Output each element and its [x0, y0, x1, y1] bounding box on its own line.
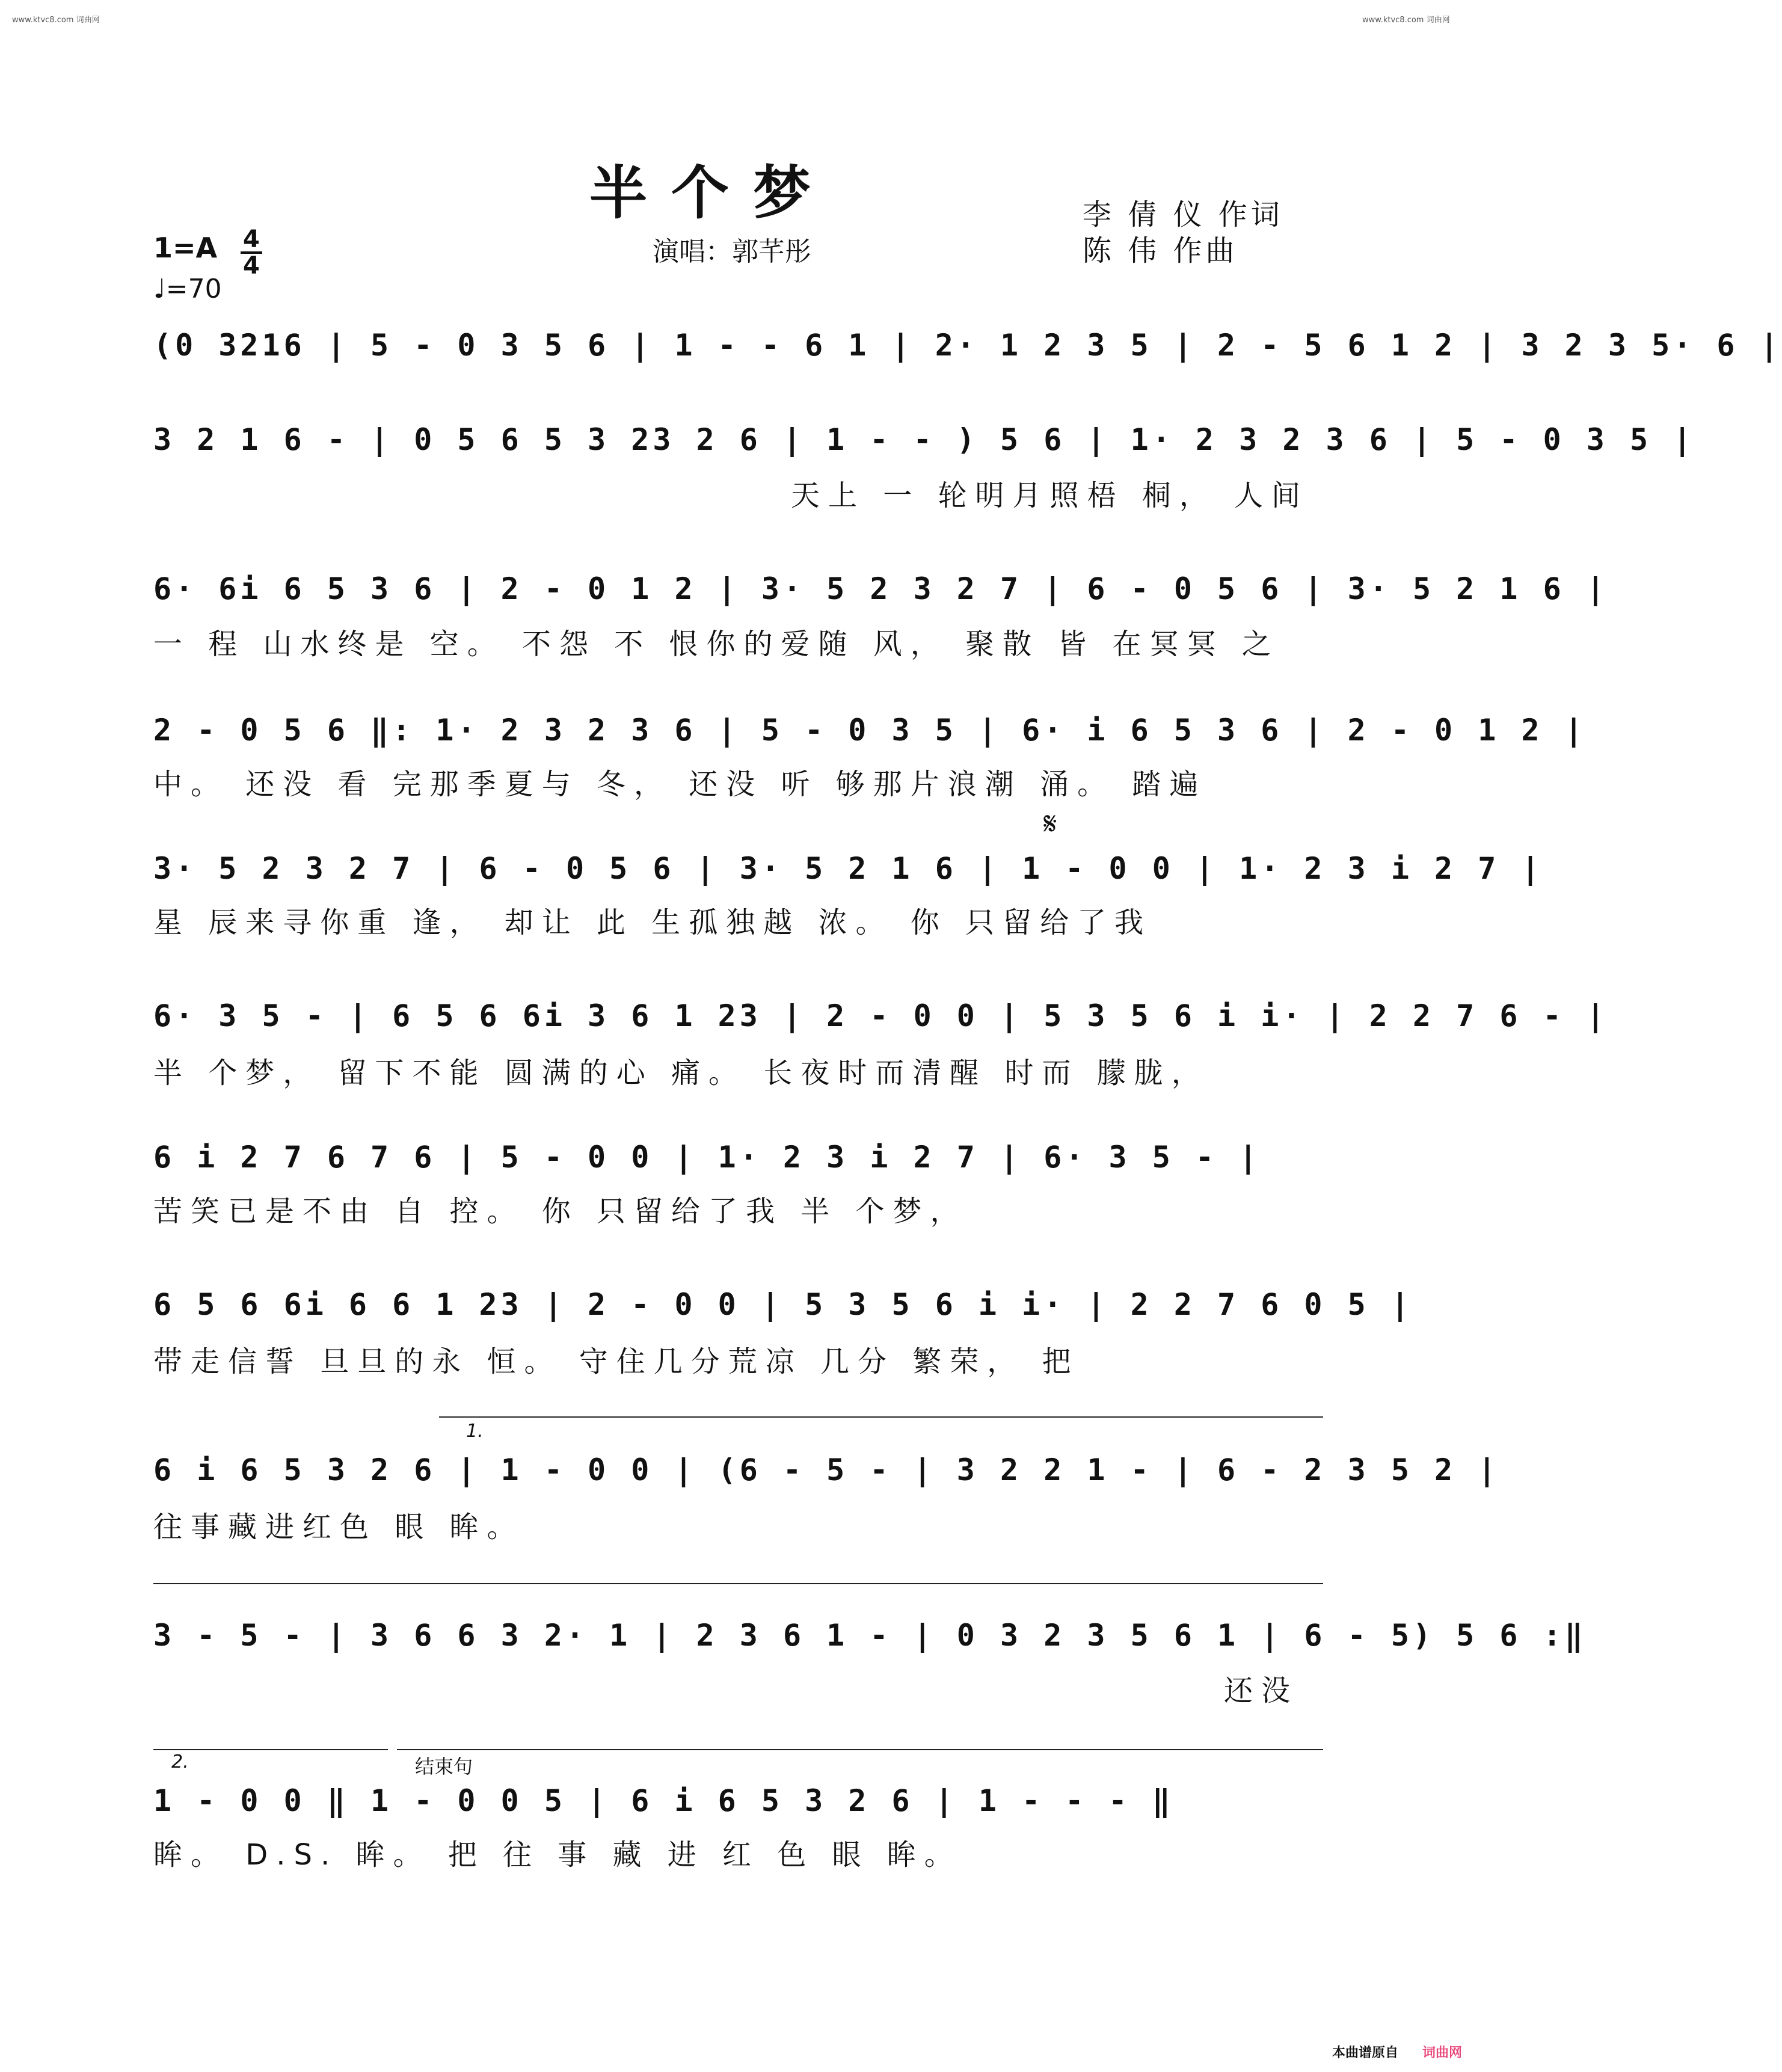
lyric-row-7: 苦笑已是不由 自 控。 你 只留给了我 半 个梦， — [153, 1194, 968, 1228]
lyric-row-11: 眸。 D.S. 眸。 把 往 事 藏 进 红 色 眼 眸。 — [153, 1838, 962, 1872]
notation-row-11: 1 - 0 0 ‖ 1 - 0 0 5 | 6 i 6 5 3 2 6 | 1 - - - ‖ — [153, 1783, 1174, 1818]
footer-label: 本曲谱原自 — [1332, 2046, 1399, 2061]
notation-row-8: 6 5 6 6i 6 6 1 23 | 2 - 0 0 | 5 3 5 6 i i· | 2 2 7 6 0 5 | — [153, 1287, 1413, 1322]
volta-1-label: 1. — [466, 1421, 484, 1442]
notation-row-4: 2 - 0 5 6 ‖: 1· 2 3 2 3 6 | 5 - 0 3 5 | 6· i 6 5 3 6 | 2 - 0 1 2 | — [153, 713, 1587, 748]
coda-bracket — [397, 1749, 1323, 1750]
singer-credit: 演唱：郭芊彤 — [653, 236, 811, 267]
notation-row-1: (0 3216 | 5 - 0 3 5 6 | 1 - - 6 1 | 2· 1 2 3 5 | 2 - 5 6 1 2 | 3 2 3 5· 6 | — [153, 328, 1782, 363]
notation-row-2: 3 2 1 6 - | 0 5 6 5 3 23 2 6 | 1 - - ) 5 6 | 1· 2 3 2 3 6 | 5 - 0 3 5 | — [153, 422, 1695, 457]
notation-row-6: 6· 3 5 - | 6 5 6 6i 3 6 1 23 | 2 - 0 0 | 5 3 5 6 i i· | 2 2 7 6 - | — [153, 998, 1608, 1033]
volta-1-continuation-bracket — [153, 1583, 1323, 1584]
lyric-row-6: 半 个梦， 留下不能 圆满的心 痛。 长夜时而清醒 时而 朦胧， — [153, 1056, 1209, 1090]
lyric-row-10: 还没 — [1224, 1674, 1299, 1708]
lyric-row-3: 一 程 山水终是 空。 不怨 不 恨你的爱随 风， 聚散 皆 在冥冥 之 — [153, 627, 1279, 661]
site-watermark-right: www.ktvc8.com 词曲网 — [1362, 16, 1450, 25]
footer-site: 词曲网 — [1422, 2046, 1463, 2061]
notation-row-7: 6 i 2 7 6 7 6 | 5 - 0 0 | 1· 2 3 i 2 7 | 6· 3 5 - | — [153, 1140, 1261, 1175]
segno-sign: 𝄋 — [1043, 806, 1057, 842]
lyric-row-5: 星 辰来寻你重 逢， 却让 此 生孤独越 浓。 你 只留给了我 — [153, 906, 1152, 939]
notation-row-10: 3 - 5 - | 3 6 6 3 2· 1 | 2 3 6 1 - | 0 3 2 3 5 6 1 | 6 - 5) 5 6 :‖ — [153, 1618, 1587, 1653]
notation-row-9: 6 i 6 5 3 2 6 | 1 - 0 0 | (6 - 5 - | 3 2 2 1 - | 6 - 2 3 5 2 | — [153, 1453, 1500, 1487]
volta-2-label: 2. — [171, 1751, 189, 1772]
lyricist-credit: 李 倩 仪 作词 — [1083, 198, 1283, 232]
notation-row-3: 6· 6i 6 5 3 6 | 2 - 0 1 2 | 3· 5 2 3 2 7 | 6 - 0 5 6 | 3· 5 2 1 6 | — [153, 571, 1608, 606]
lyric-row-9: 往事藏进红色 眼 眸。 — [153, 1510, 524, 1544]
time-signature — [241, 227, 262, 278]
time-signature-numerator: 4 — [241, 227, 262, 254]
volta-2-bracket — [153, 1749, 388, 1750]
volta-1-bracket — [439, 1416, 1323, 1418]
lyric-row-4: 中。 还没 看 完那季夏与 冬， 还没 听 够那片浪潮 涌。 踏遍 — [153, 767, 1207, 801]
coda-label: 结束句 — [415, 1755, 473, 1778]
lyric-row-8: 带走信誓 旦旦的永 恒。 守住几分荒凉 几分 繁荣， 把 — [153, 1345, 1080, 1379]
key-signature: 1=A — [153, 232, 218, 264]
composer-credit: 陈 伟 作曲 — [1083, 234, 1238, 268]
notation-row-5: 3· 5 2 3 2 7 | 6 - 0 5 6 | 3· 5 2 1 6 | 1 - 0 0 | 1· 2 3 i 2 7 | — [153, 851, 1543, 886]
lyric-row-2: 天上 一 轮明月照梧 桐， 人间 — [791, 479, 1309, 512]
page-title: 半个梦 — [589, 159, 835, 227]
site-watermark-left: www.ktvc8.com 词曲网 — [12, 16, 100, 25]
tempo-mark: ♩=70 — [153, 274, 222, 304]
time-signature-denominator: 4 — [243, 252, 260, 280]
